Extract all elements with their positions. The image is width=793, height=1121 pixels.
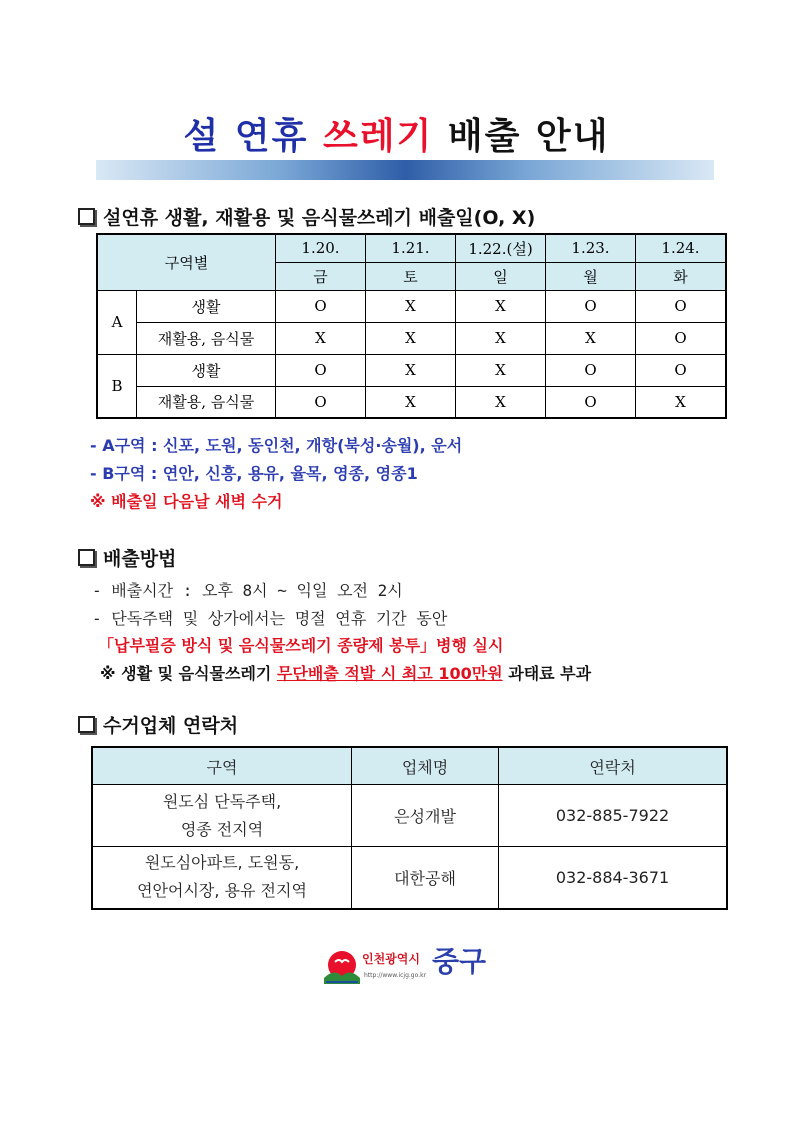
contact-company: 대한공해	[352, 847, 499, 909]
section2-heading	[78, 544, 176, 571]
date-header: 1.21.	[366, 234, 456, 262]
mark-cell: O	[276, 386, 366, 418]
zone-label: A	[97, 290, 137, 354]
area-line: 영종 전지역	[180, 819, 264, 839]
zone-b-note: - B구역 : 연안, 신흥, 용유, 율목, 영종, 영종1	[90, 464, 418, 483]
pickup-note: ※ 배출일 다음날 새벽 수거	[90, 492, 283, 511]
mark-cell: O	[276, 290, 366, 322]
day-header: 일	[456, 262, 546, 290]
mark-cell: X	[366, 386, 456, 418]
contact-company: 은성개발	[352, 785, 499, 847]
fine-emphasis: 무단배출 적발 시 최고 100만원	[276, 664, 503, 683]
day-header: 토	[366, 262, 456, 290]
mark-cell: X	[456, 354, 546, 386]
district-logo	[322, 945, 487, 990]
mark-cell: O	[276, 354, 366, 386]
region-header: 구역별	[97, 234, 276, 290]
section2-heading-text: 배출방법	[103, 548, 177, 570]
mark-cell: O	[546, 290, 636, 322]
section3-heading-text: 수거업체 연락처	[103, 715, 239, 737]
disposal-time: - 배출시간 : 오후 8시 ~ 익일 오전 2시	[92, 581, 403, 600]
waste-type: 생활	[137, 354, 276, 386]
area-line: 원도심 단독주택,	[162, 791, 282, 811]
mark-cell: X	[366, 290, 456, 322]
title-underline-bar	[96, 160, 714, 180]
title-part1: 설 연휴	[183, 116, 309, 157]
waste-type: 생활	[137, 290, 276, 322]
date-header: 1.20.	[276, 234, 366, 262]
logo-city: 인천광역시	[362, 952, 420, 966]
mark-cell: O	[636, 322, 727, 354]
contact-header: 업체명	[352, 747, 499, 785]
date-header: 1.23.	[546, 234, 636, 262]
contact-table	[91, 746, 728, 910]
contact-area	[92, 847, 352, 909]
mark-cell: X	[456, 322, 546, 354]
zone-a-note: - A구역 : 신포, 도원, 동인천, 개항(북성·송월), 운서	[90, 436, 463, 455]
mark-cell: X	[456, 290, 546, 322]
disposal-note: - 단독주택 및 상가에서는 명절 연휴 기간 동안	[92, 609, 448, 628]
sun-mountain-icon	[322, 948, 362, 988]
contact-header: 구역	[92, 747, 352, 785]
mark-cell: O	[636, 290, 727, 322]
mark-cell: O	[546, 354, 636, 386]
mark-cell: O	[546, 386, 636, 418]
section3-heading	[78, 711, 238, 738]
day-header: 금	[276, 262, 366, 290]
zone-label: B	[97, 354, 137, 418]
area-line: 원도심아파트, 도원동,	[144, 853, 300, 873]
contact-header: 연락처	[499, 747, 728, 785]
title-part2: 쓰레기	[322, 116, 434, 157]
mark-cell: X	[366, 322, 456, 354]
waste-type: 재활용, 음식물	[137, 386, 276, 418]
parallel-method: 「납부필증 방식 및 음식물쓰레기 종량제 봉투」병행 실시	[98, 636, 504, 655]
schedule-table	[96, 233, 727, 419]
checkbox-bullet-icon	[78, 716, 95, 733]
day-header: 월	[546, 262, 636, 290]
mark-cell: X	[456, 386, 546, 418]
date-header: 1.24.	[636, 234, 727, 262]
fine-post: 과태료 부과	[508, 664, 592, 683]
date-header: 1.22.(설)	[456, 234, 546, 262]
page-title	[0, 108, 793, 159]
waste-type: 재활용, 음식물	[137, 322, 276, 354]
day-header: 화	[636, 262, 727, 290]
contact-phone: 032-885-7922	[499, 785, 728, 847]
contact-area	[92, 785, 352, 847]
mark-cell: X	[546, 322, 636, 354]
contact-phone: 032-884-3671	[499, 847, 728, 909]
fine-notice	[100, 661, 591, 684]
checkbox-bullet-icon	[78, 549, 95, 566]
logo-district: 중구	[432, 945, 487, 978]
mark-cell: X	[366, 354, 456, 386]
title-part3: 배출 안내	[447, 116, 610, 157]
logo-url: http://www.icjg.go.kr	[364, 972, 427, 979]
section1-heading-text: 설연휴 생활, 재활용 및 음식물쓰레기 배출일(O, X)	[103, 207, 536, 229]
mark-cell: X	[276, 322, 366, 354]
checkbox-bullet-icon	[78, 208, 95, 225]
section1-heading	[78, 203, 535, 230]
mark-cell: O	[636, 354, 727, 386]
area-line: 연안어시장, 용유 전지역	[137, 881, 307, 901]
fine-pre: ※ 생활 및 음식물쓰레기	[100, 664, 272, 683]
mark-cell: X	[636, 386, 727, 418]
